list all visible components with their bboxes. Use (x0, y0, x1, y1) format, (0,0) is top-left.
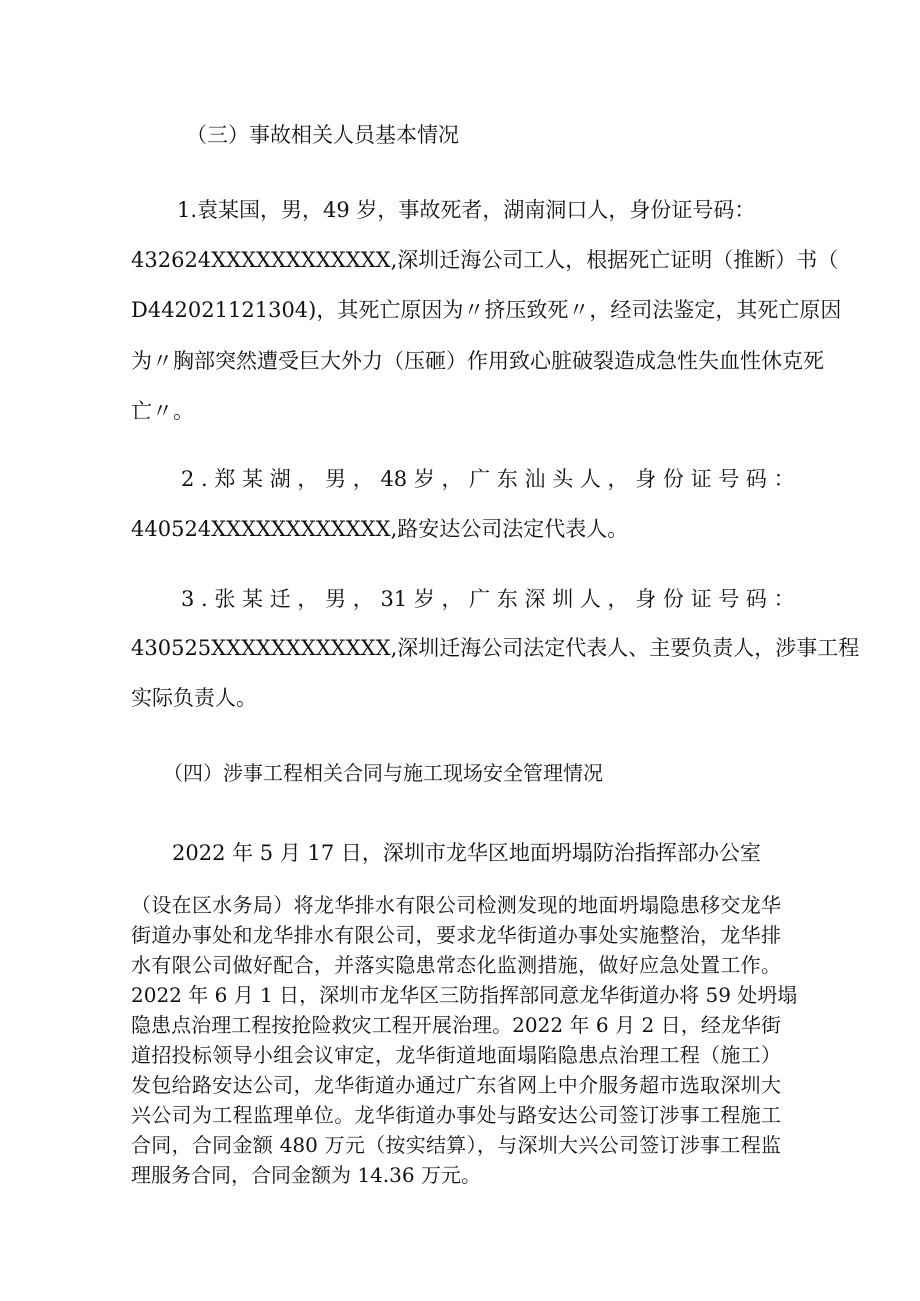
person-1-line-2: 432624XXXXXXXXXXXX,深圳迁海公司工人，根据死亡证明（推断）书（ (131, 248, 839, 272)
person-3-line-1: 3 . 张 某 迁 ， 男 ， 31 岁 ， 广 东 深 圳 人 ， 身 份 证 号 码 ： (181, 587, 795, 611)
person-3-line-3: 实际负责人。 (131, 686, 257, 710)
paragraph-line-7: 道招投标领导小组会议审定，龙华街道地面塌陷隐患点治理工程（施工） (131, 1043, 781, 1067)
paragraph-line-6: 隐患点治理工程按抢险救灾工程开展治理。2022 年 6 月 2 日，经龙华街 (131, 1013, 781, 1037)
paragraph-line-2: （设在区水务局）将龙华排水有限公司检测发现的地面坍塌隐患移交龙华 (131, 893, 781, 917)
person-3-line-2: 430525XXXXXXXXXXXX,深圳迁海公司法定代表人、主要负责人，涉事工程 (131, 636, 860, 660)
section-heading-3: （三）事故相关人员基本情况 (186, 123, 459, 147)
person-1-line-4: 为〃胸部突然遭受巨大外力（压砸）作用致心脏破裂造成急性失血性休克死 (131, 349, 824, 373)
paragraph-line-8: 发包给路安达公司，龙华街道办通过广东省网上中介服务超市选取深圳大 (131, 1073, 781, 1097)
paragraph-line-9: 兴公司为工程监理单位。龙华街道办事处与路安达公司签订涉事工程施工 (131, 1103, 781, 1127)
person-1-line-5: 亡〃。 (131, 399, 194, 423)
person-2-line-2: 440524XXXXXXXXXXXX,路安达公司法定代表人。 (131, 517, 629, 541)
paragraph-line-10: 合同，合同金额 480 万元（按实结算），与深圳大兴公司签订涉事工程监 (131, 1133, 781, 1157)
paragraph-line-11: 理服务合同，合同金额为 14.36 万元。 (131, 1163, 481, 1187)
paragraph-line-1: 2022 年 5 月 17 日，深圳市龙华区地面坍塌防治指挥部办公室 (172, 841, 761, 865)
person-1-line-1: 1.袁某国，男，49 岁，事故死者，湖南洞口人，身份证号码： (177, 198, 756, 222)
paragraph-line-5: 2022 年 6 月 1 日，深圳市龙华区三防指挥部同意龙华街道办将 59 处坍塌 (131, 983, 798, 1007)
section-heading-4: （四）涉事工程相关合同与施工现场安全管理情况 (163, 761, 603, 785)
person-2-line-1: 2 . 郑 某 湖 ， 男 ， 48 岁 ， 广 东 汕 头 人 ， 身 份 证 号 码 ： (181, 467, 795, 491)
paragraph-line-4: 水有限公司做好配合，并落实隐患常态化监测措施，做好应急处置工作。 (131, 953, 781, 977)
paragraph-line-3: 街道办事处和龙华排水有限公司，要求龙华街道办事处实施整治，龙华排 (131, 923, 781, 947)
person-1-line-3: D442021121304)，其死亡原因为〃挤压致死〃，经司法鉴定，其死亡原因 (131, 298, 842, 322)
